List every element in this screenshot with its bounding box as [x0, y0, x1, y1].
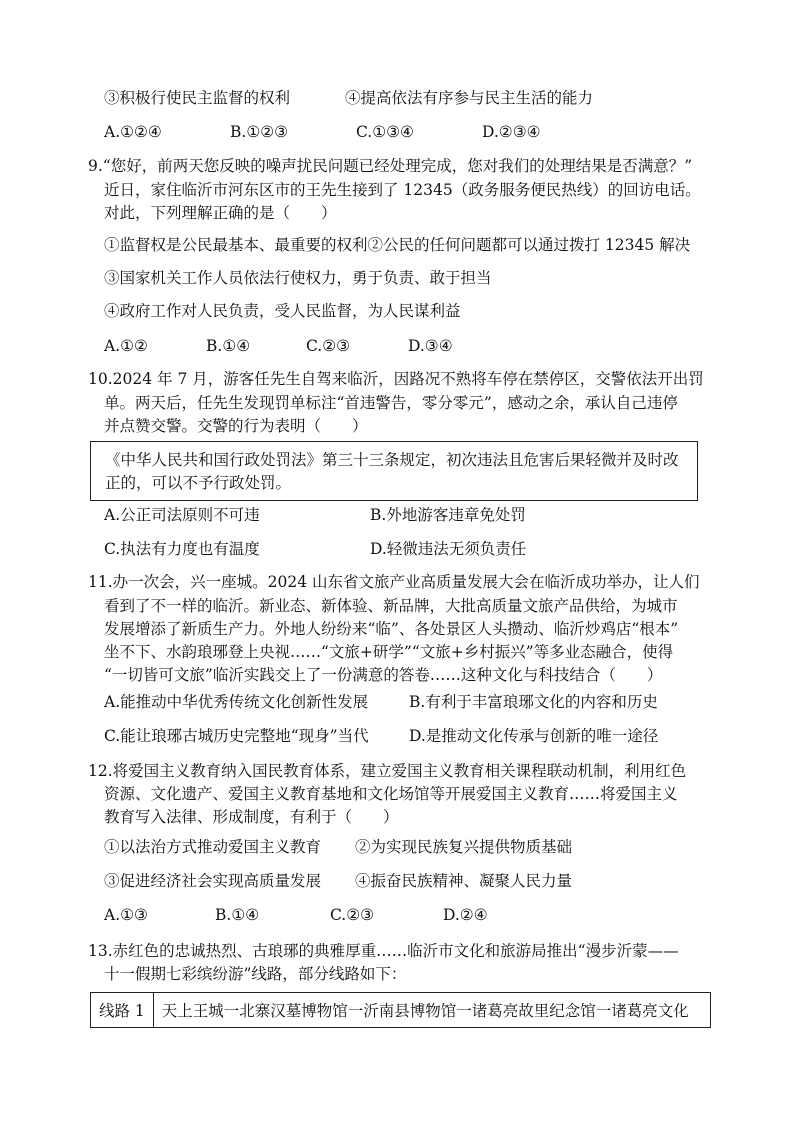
q12-statement-1: ①以法治方式推动爱国主义教育 — [104, 838, 322, 856]
q9-stem-line-1: 9.“您好，前两天您反映的噪声扰民问题已经处理完成，您对我们的处理结果是否满意？” — [88, 157, 693, 175]
q9-statement-4: ④政府工作对人民负责，受人民监督，为人民谋利益 — [104, 302, 461, 320]
q9-option-d: D.③④ — [408, 337, 453, 355]
q8-option-c: C.①③④ — [356, 123, 414, 141]
q11-option-a: A.能推动中华优秀传统文化创新性发展 — [104, 693, 369, 711]
route-label: 线路 1 — [91, 993, 154, 1028]
q11-option-d: D.是推动文化传承与创新的唯一途径 — [409, 727, 659, 745]
q12-statement-2: ②为实现民族复兴提供物质基础 — [355, 838, 573, 856]
q10-option-d: D.轻微违法无须负责任 — [370, 540, 527, 558]
q9-option-a: A.①② — [104, 337, 148, 355]
q11-option-b: B.有利于丰富琅琊文化的内容和历史 — [409, 693, 658, 711]
route-text: 天上王城一北寨汉墓博物馆一沂南县博物馆一诸葛亮故里纪念馆一诸葛亮文化 — [153, 993, 710, 1028]
q11-stem-line-5: “一切皆可文旅”临沂实践交上了一份满意的答卷……这种文化与科技结合（ ） — [104, 666, 663, 684]
q8-statement-4: ④提高依法有序参与民主生活的能力 — [345, 89, 594, 107]
q12-stem-line-1: 12.将爱国主义教育纳入国民教育体系，建立爱国主义教育相关课程联动机制，利用红色 — [88, 762, 687, 780]
q12-option-c: C.②③ — [330, 906, 375, 924]
q11-option-c: C.能让琅琊古城历史完整地“现身”当代 — [104, 727, 369, 745]
q13-stem-line-2: 十一假期七彩缤纷游”线路，部分线路如下： — [104, 965, 407, 983]
q12-option-d: D.②④ — [443, 906, 488, 924]
q11-stem-line-3: 发展增添了新质生产力。外地人纷纷来“临”、各处景区人头攒动、临沂炒鸡店“根本” — [104, 620, 679, 638]
q12-statement-4: ④振奋民族精神、凝聚人民力量 — [355, 872, 573, 890]
q9-option-c: C.②③ — [306, 337, 351, 355]
q10-material-box — [90, 441, 698, 501]
q11-stem-line-1: 11.办一次会，兴一座城。2024 山东省文旅产业高质量发展大会在临沂成功举办，让人们 — [88, 573, 700, 591]
q12-stem-line-3: 教育写入法律、形成制度，有利于（ ） — [104, 808, 399, 826]
q9-statement-1-2: ①监督权是公民最基本、最重要的权利②公民的任何问题都可以通过拨打 12345 解决 — [104, 236, 691, 254]
q12-option-a: A.①③ — [104, 906, 148, 924]
q9-statement-3: ③国家机关工作人员依法行使权力，勇于负责、敢于担当 — [104, 269, 492, 287]
q12-option-b: B.①④ — [215, 906, 260, 924]
q11-stem-line-4: 坐不下、水韵琅琊登上央视……“文旅+研学”“文旅+乡村振兴”等多业态融合，使得 — [104, 643, 674, 661]
q10-option-b: B.外地游客违章免处罚 — [370, 506, 526, 524]
q12-statement-3: ③促进经济社会实现高质量发展 — [104, 872, 322, 890]
q10-option-a: A.公正司法原则不可违 — [104, 506, 260, 524]
q8-option-b: B.①②③ — [230, 123, 289, 141]
q8-option-a: A.①②④ — [104, 123, 162, 141]
q13-stem-line-1: 13.赤红色的忠诚热烈、古琅琊的典雅厚重……临沂市文化和旅游局推出“漫步沂蒙—— — [88, 942, 679, 960]
q10-option-c: C.执法有力度也有温度 — [104, 540, 260, 558]
q10-stem-line-1: 10.2024 年 7 月，游客任先生自驾来临沂，因路况不熟将车停在禁停区，交警依法开出罚 — [88, 370, 704, 388]
q11-stem-line-2: 看到了不一样的临沂。新业态、新体验、新品牌，大批高质量文旅产品供给，为城市 — [104, 597, 678, 615]
route-row — [91, 993, 711, 1028]
q9-stem-line-2: 近日，家住临沂市河东区市的王先生接到了 12345（政务服务便民热线）的回访电话。 — [104, 181, 701, 199]
q12-stem-line-2: 资源、文化遗产、爱国主义教育基地和文化场馆等开展爱国主义教育……将爱国主义 — [104, 785, 678, 803]
q9-option-b: B.①④ — [206, 337, 251, 355]
q10-material-line-2: 正的，可以不予行政处罚。 — [105, 474, 292, 492]
q10-stem-line-2: 单。两天后，任先生发现罚单标注“首违警告，零分零元”，感动之余，承认自己违停 — [104, 394, 678, 412]
q10-material-line-1: 《中华人民共和国行政处罚法》第三十三条规定，初次违法且危害后果轻微并及时改 — [105, 451, 679, 469]
q10-stem-line-3: 并点赞交警。交警的行为表明（ ） — [104, 417, 368, 435]
q8-option-d: D.②③④ — [482, 123, 541, 141]
q9-stem-line-3: 对此，下列理解正确的是（ ） — [104, 204, 337, 222]
route-table — [90, 992, 711, 1028]
q8-statement-3: ③积极行使民主监督的权利 — [104, 89, 291, 107]
